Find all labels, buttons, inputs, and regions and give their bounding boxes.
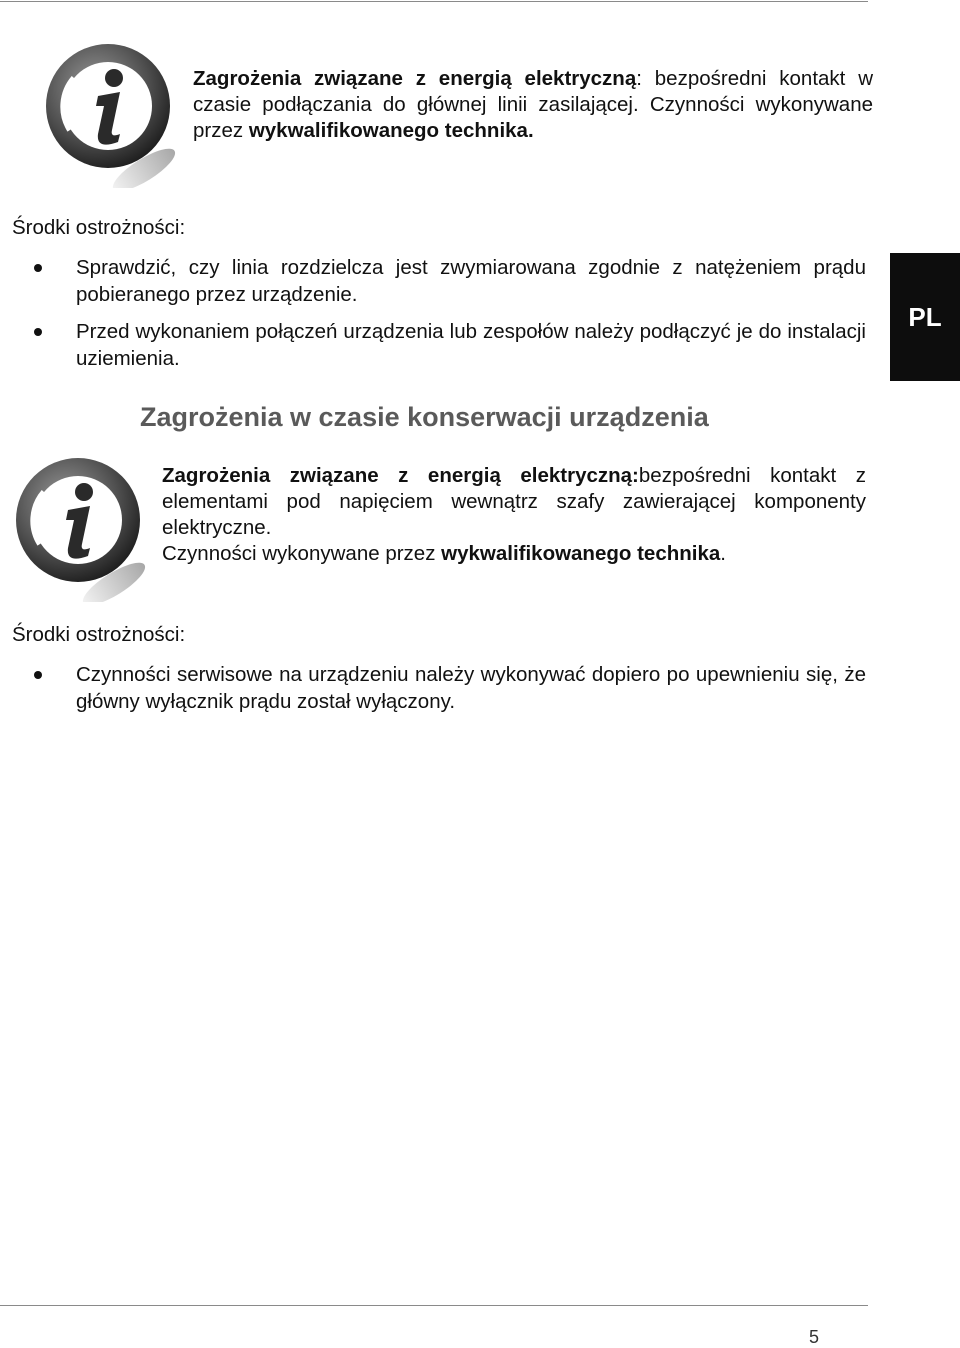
bullet-icon <box>34 264 42 272</box>
list-item <box>13 254 866 308</box>
page-number: 5 <box>809 1327 820 1347</box>
note-line2-prefix: Czynności wykonywane przez <box>162 542 442 565</box>
note-end: . <box>720 542 726 565</box>
list-item <box>13 661 866 715</box>
list-item <box>13 318 866 372</box>
list-item-text: Sprawdzić, czy linia rozdzielcza jest zwymiarowana zgodnie z natężeniem prądu pobieranego przez urządzenie. <box>76 256 866 306</box>
note-separator: : <box>636 67 655 90</box>
precautions-label: Środki ostrożności: <box>12 216 186 239</box>
note-paragraph <box>162 541 866 567</box>
maintenance-hazard-note <box>162 463 866 567</box>
electrical-hazard-note <box>193 66 873 144</box>
language-tab: PL <box>890 253 960 381</box>
precautions-list <box>13 661 866 715</box>
note-bold-end: wykwalifikowanego technika <box>248 119 528 142</box>
note-end: . <box>527 119 534 142</box>
note-title: Zagrożenia związane z energią elektryczną <box>193 67 637 90</box>
list-item-text: Czynności serwisowe na urządzeniu należy wykonywać dopiero po upewnieniu się, że główny wyłącznik prądu został wyłączony. <box>76 663 866 713</box>
list-item-text: Przed wykonaniem połączeń urządzenia lub zespołów należy podłączyć je do instalacji uziemienia. <box>76 320 866 370</box>
info-icon <box>10 452 150 602</box>
info-icon <box>40 38 180 188</box>
note-bold-end: wykwalifikowanego technika <box>441 542 721 565</box>
section-title: Zagrożenia w czasie konserwacji urządzenia <box>140 402 709 432</box>
note-text: bezpośredni kontakt w czasie podłączania do głównej linii zasilającej. Czynności wykonywane przez <box>193 67 873 142</box>
note-paragraph <box>162 463 866 541</box>
note-title: Zagrożenia związane z energią elektryczną: <box>162 464 639 487</box>
bullet-icon <box>34 671 42 679</box>
bullet-icon <box>34 328 42 336</box>
precautions-list <box>13 254 866 372</box>
bottom-rule <box>0 1305 868 1306</box>
note-text: bezpośredni kontakt z elementami pod napięciem wewnątrz szafy zawierającej komponenty elektryczne. <box>162 464 866 539</box>
precautions-label: Środki ostrożności: <box>12 623 186 646</box>
top-rule <box>0 1 868 2</box>
